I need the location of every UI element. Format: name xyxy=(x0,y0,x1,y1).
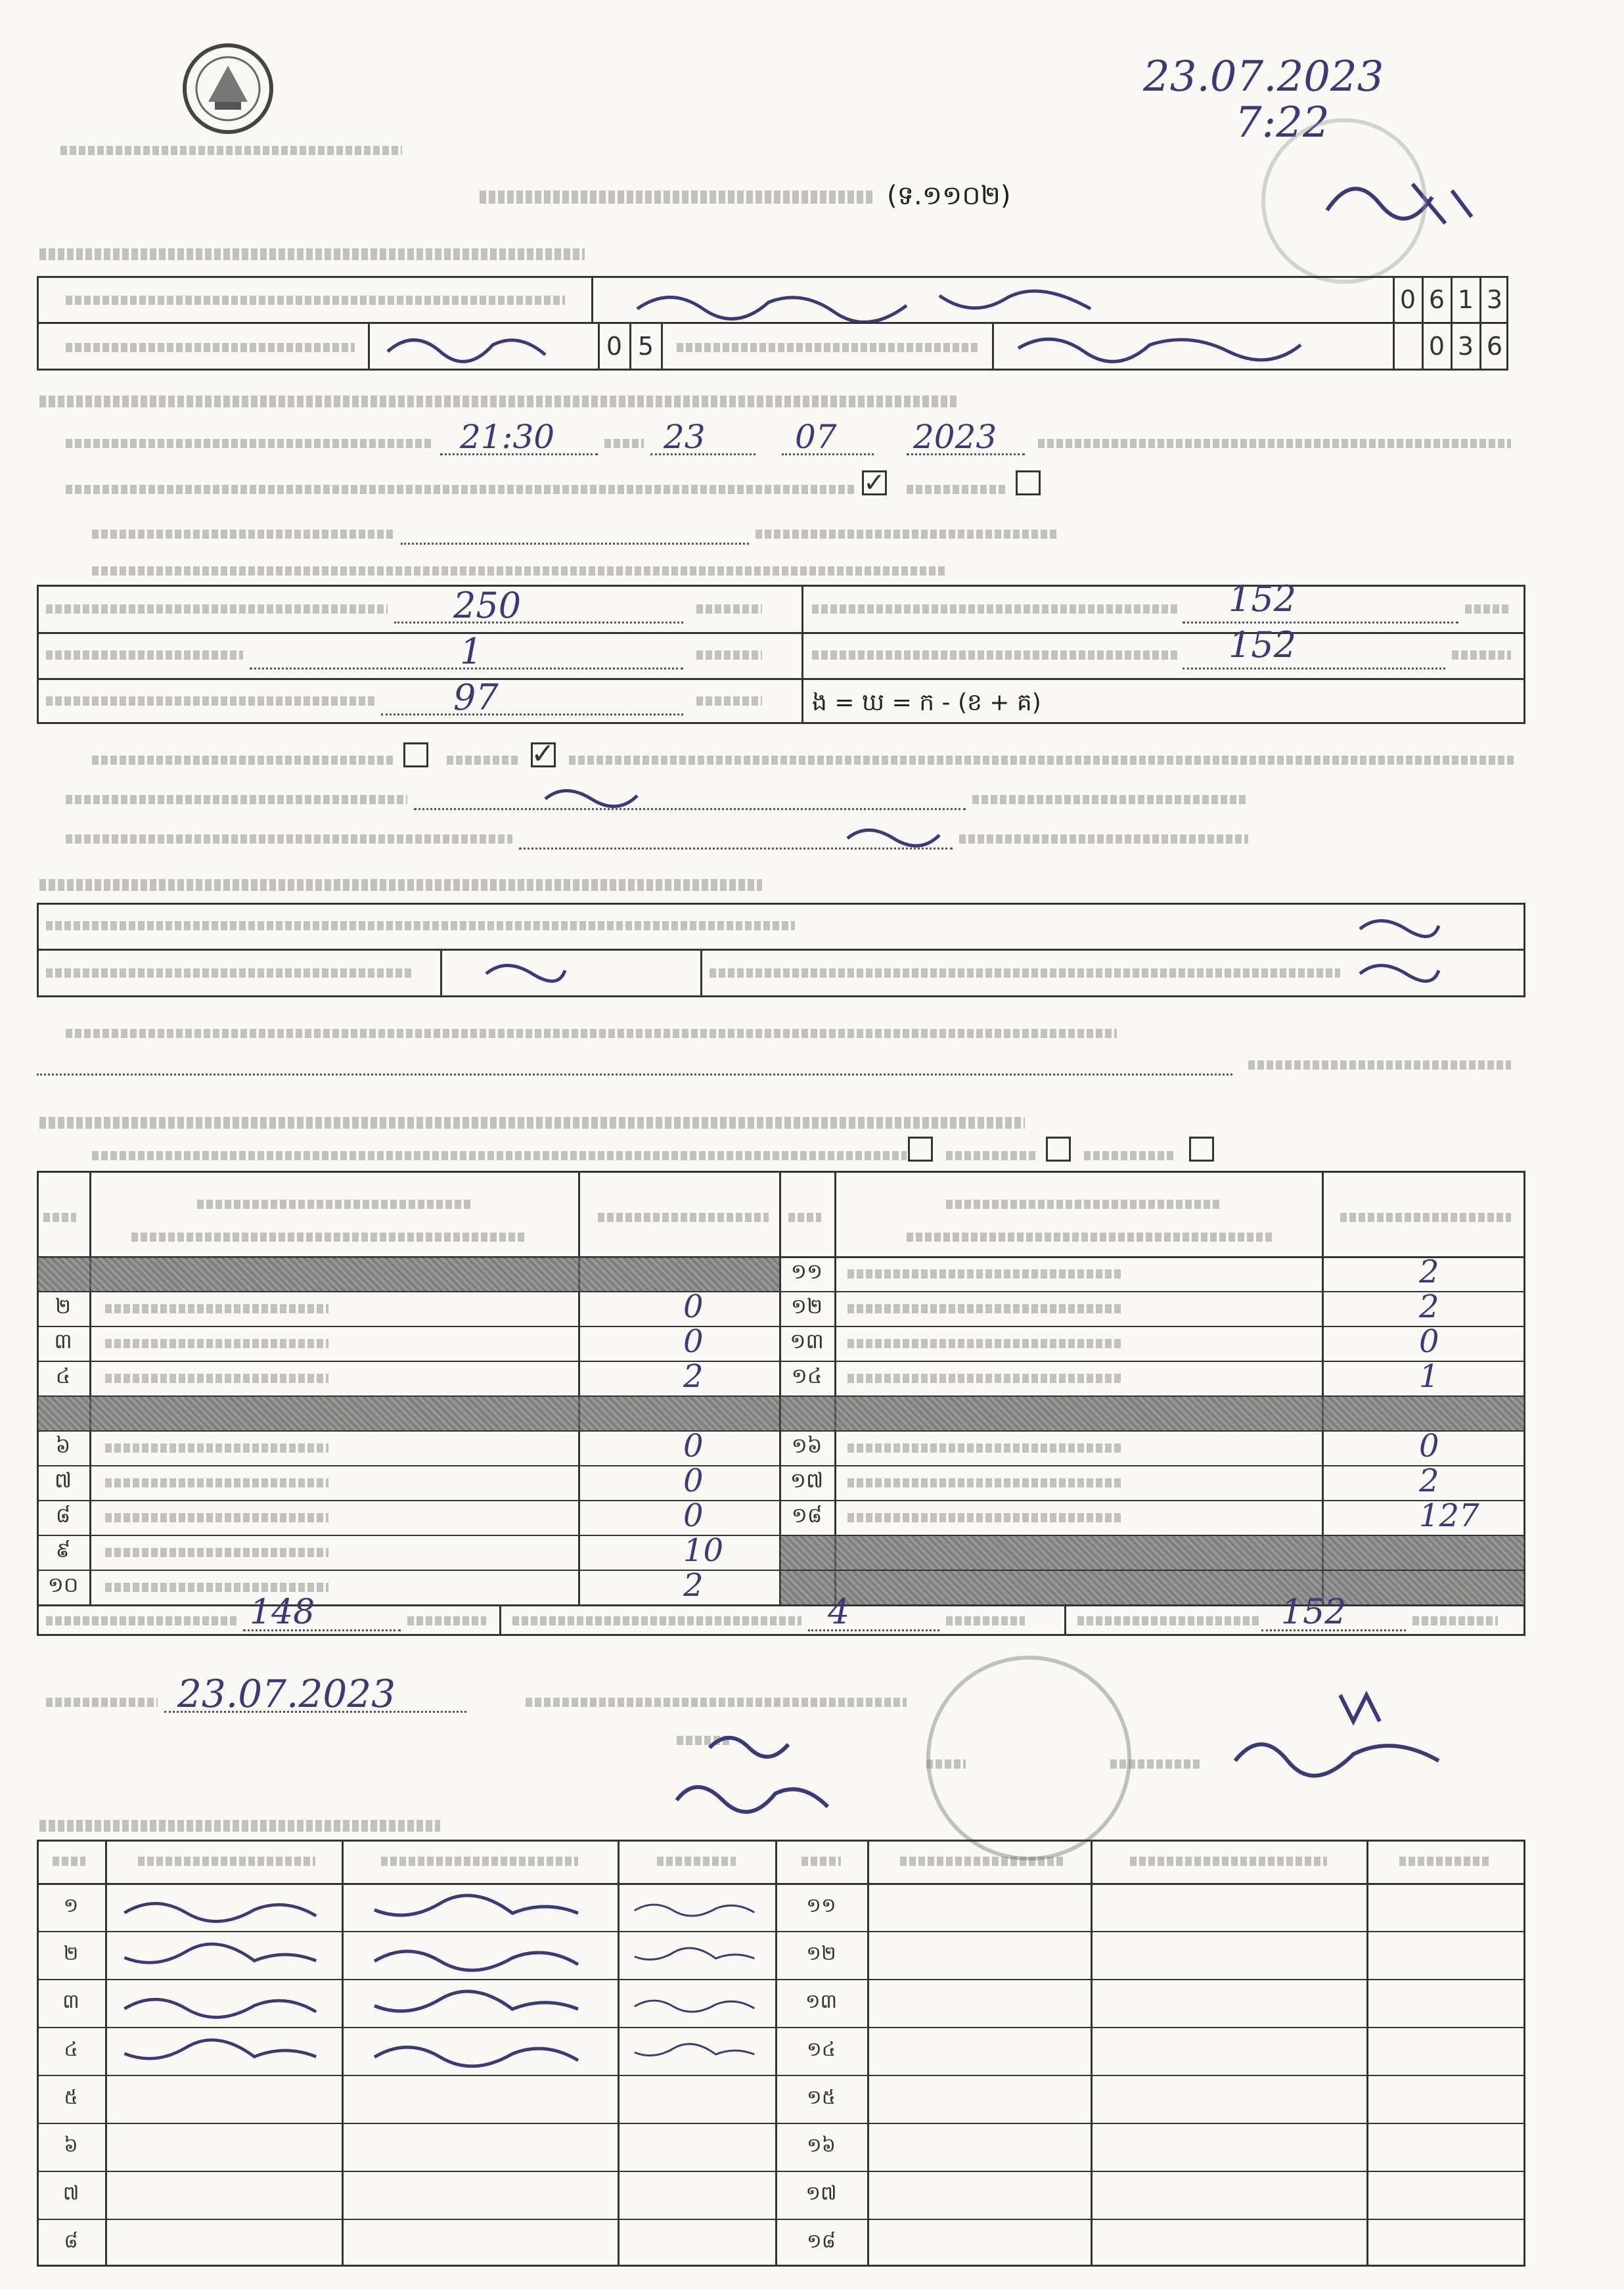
row-number: ២ xyxy=(55,1294,72,1319)
ballots-in-box: 152 xyxy=(1229,624,1297,666)
party-votes: 2 xyxy=(1419,1254,1439,1290)
province-code-digit: 5 xyxy=(637,332,654,361)
witness-row-number: ១៦ xyxy=(807,2133,836,2157)
party-name xyxy=(847,1374,1123,1383)
party-votes: 127 xyxy=(1419,1497,1479,1534)
row-number: ១៨ xyxy=(791,1503,823,1528)
party-votes: 0 xyxy=(683,1462,704,1499)
counting-start-line xyxy=(66,439,434,448)
row-number: ១៤ xyxy=(791,1363,823,1388)
row-number: ៩ xyxy=(55,1537,71,1562)
total-valid-votes: 148 xyxy=(250,1593,315,1632)
party-votes: 0 xyxy=(683,1288,704,1325)
commune-code-digit: 0 xyxy=(1428,332,1445,361)
witness-row-number: ១៣ xyxy=(805,1989,838,2013)
section-5-heading xyxy=(39,1820,440,1832)
station-code-digit: 6 xyxy=(1428,285,1445,314)
witness-row-number: ៦ xyxy=(64,2133,78,2157)
party-votes: 2 xyxy=(1419,1462,1439,1499)
sheet-count-3-checkbox[interactable] xyxy=(1189,1137,1214,1162)
province-label xyxy=(66,343,355,352)
col-header-no xyxy=(43,1213,76,1222)
chair-signature xyxy=(657,1721,854,1836)
witness-row-number: ១២ xyxy=(806,1941,836,1965)
faded-round-stamp xyxy=(1261,118,1427,284)
party-name xyxy=(847,1304,1123,1313)
party-name xyxy=(105,1583,328,1592)
counting-year: 2023 xyxy=(913,418,997,456)
section-1-heading xyxy=(39,248,585,260)
witness-row-number: ២ xyxy=(63,1941,79,1965)
clerk-signature xyxy=(1222,1682,1458,1796)
party-votes: 0 xyxy=(683,1323,704,1360)
party-votes: 2 xyxy=(683,1358,704,1395)
total-in-box-label xyxy=(1077,1616,1261,1625)
witness-party-handwriting xyxy=(355,2031,604,2073)
nec-seal-logo xyxy=(179,39,277,138)
shaded-row xyxy=(38,1258,779,1291)
hand-dash xyxy=(480,954,572,989)
row-number: ៦ xyxy=(55,1433,71,1458)
counting-day: 23 xyxy=(664,418,706,456)
row-number: ៨ xyxy=(55,1503,71,1528)
witness-row-number: ៨ xyxy=(64,2229,78,2253)
ballots-in-box-label xyxy=(812,650,1180,660)
party-name xyxy=(847,1513,1123,1522)
witness-row-number: ៧ xyxy=(62,2181,79,2205)
received-date: 23.07.2023 xyxy=(1143,53,1384,101)
row-number: ៣ xyxy=(54,1328,72,1353)
committee-name xyxy=(60,146,402,155)
witness-row-number: ១៧ xyxy=(805,2181,837,2205)
sheet-count-1-checkbox[interactable] xyxy=(908,1137,933,1162)
party-votes: 0 xyxy=(1419,1428,1439,1464)
hand-dash xyxy=(1353,909,1445,945)
witness-row-number: ១១ xyxy=(806,1893,836,1917)
form-code: (ទ.១១០២) xyxy=(887,181,1011,211)
station-code-digit: 1 xyxy=(1457,285,1474,314)
party-votes: 0 xyxy=(683,1428,704,1464)
total-invalid-label xyxy=(512,1616,801,1625)
shaded-row xyxy=(780,1536,1524,1570)
party-votes: 1 xyxy=(1419,1358,1439,1395)
row-number: ១៣ xyxy=(790,1328,824,1353)
voters-count: 152 xyxy=(1229,578,1297,620)
party-name xyxy=(847,1478,1123,1487)
party-votes: 10 xyxy=(683,1532,724,1569)
hand-dash xyxy=(539,779,644,815)
signing-place-label xyxy=(46,1698,158,1707)
party-votes: 2 xyxy=(1419,1288,1439,1325)
section-2-heading xyxy=(39,396,959,407)
witness-row-number: ១ xyxy=(63,1893,79,1917)
witness-row-number: ១៨ xyxy=(807,2229,836,2253)
party-name xyxy=(105,1304,328,1313)
col-header-votes xyxy=(598,1213,769,1222)
shaded-row xyxy=(780,1571,1524,1604)
witness-name-handwriting xyxy=(118,1935,328,1977)
witness-name-handwriting xyxy=(118,1887,328,1929)
spoiled-label xyxy=(46,650,243,660)
party-name xyxy=(847,1443,1123,1453)
commune-label xyxy=(677,343,979,352)
witness-name-handwriting xyxy=(118,1983,328,2025)
committee-label xyxy=(526,1698,907,1707)
party-name xyxy=(847,1339,1123,1348)
station-code-digit: 0 xyxy=(1399,285,1416,314)
counting-month: 07 xyxy=(795,418,837,456)
signing-date: 23.07.2023 xyxy=(177,1671,396,1716)
party-name xyxy=(105,1339,328,1348)
col-header-votes xyxy=(1340,1213,1511,1222)
total-invalid-ballots: 4 xyxy=(828,1593,850,1632)
hand-dash xyxy=(841,819,946,854)
section-3-heading xyxy=(39,879,762,891)
unused-label xyxy=(46,696,374,706)
sheet-count-2-checkbox[interactable] xyxy=(1046,1137,1071,1162)
handwritten-commune-name xyxy=(1012,325,1314,367)
witness-row-number: ១៥ xyxy=(807,2085,836,2109)
party-name xyxy=(105,1548,328,1557)
witness-row-number: ១៤ xyxy=(807,2037,836,2061)
row-number: ១២ xyxy=(790,1294,823,1319)
witness-name-handwriting xyxy=(118,2031,328,2073)
station-label xyxy=(66,296,565,305)
commune-code-digit: 6 xyxy=(1486,332,1503,361)
row-number: ៧ xyxy=(54,1468,72,1493)
handwritten-station-name xyxy=(631,283,1130,325)
witness-signature xyxy=(631,1887,762,1929)
row-number: ១១ xyxy=(790,1259,823,1284)
witness-signature xyxy=(631,2031,762,2073)
party-name xyxy=(105,1513,328,1522)
witness-signature xyxy=(631,1983,762,2025)
voters-label xyxy=(812,604,1180,614)
station-code-digit: 3 xyxy=(1486,285,1503,314)
party-name xyxy=(105,1478,328,1487)
witness-row-number: ៣ xyxy=(62,1989,79,2013)
ballots-spoiled: 1 xyxy=(460,631,483,672)
seal-broken-checkbox[interactable] xyxy=(1016,470,1041,495)
discrepancy-yes-checkbox[interactable] xyxy=(403,742,428,767)
row-number: ៤ xyxy=(55,1363,71,1388)
received-time: 7:22 xyxy=(1235,99,1330,147)
party-name xyxy=(105,1443,328,1453)
row-number: ១៦ xyxy=(791,1433,823,1458)
col-header-no xyxy=(788,1213,821,1222)
total-ballots-in-box: 152 xyxy=(1281,1593,1347,1632)
row-number: ១៧ xyxy=(790,1468,824,1493)
party-name xyxy=(105,1374,328,1383)
ballots-unused: 97 xyxy=(453,677,499,718)
col-header-party xyxy=(946,1200,1222,1209)
ballots-received: 250 xyxy=(453,585,522,626)
form-title xyxy=(480,191,874,204)
witness-party-handwriting xyxy=(355,1887,604,1929)
witness-signature xyxy=(631,1935,762,1977)
committee-round-stamp xyxy=(926,1656,1131,1861)
total-valid-label xyxy=(46,1616,237,1625)
party-votes: 2 xyxy=(683,1567,704,1604)
witness-row-number: ៥ xyxy=(64,2085,78,2109)
shaded-row xyxy=(38,1397,779,1430)
shaded-row xyxy=(780,1397,1524,1430)
province-code-digit: 0 xyxy=(606,332,623,361)
section-4-heading xyxy=(39,1117,1025,1129)
received-label xyxy=(46,604,388,614)
party-votes: 0 xyxy=(683,1497,704,1534)
hand-dash xyxy=(1353,954,1445,989)
party-votes: 0 xyxy=(1419,1323,1439,1360)
check-mark: ✓ xyxy=(863,468,886,498)
counting-time: 21:30 xyxy=(460,418,555,456)
handwritten-province-name xyxy=(381,325,578,367)
check-mark: ✓ xyxy=(531,737,555,771)
witness-party-handwriting xyxy=(355,1935,604,1977)
witness-party-handwriting xyxy=(355,1983,604,2025)
commune-code-digit: 3 xyxy=(1457,332,1474,361)
row-number: ១០ xyxy=(47,1572,79,1597)
witness-row-number: ៤ xyxy=(64,2037,78,2061)
party-name xyxy=(847,1269,1123,1279)
ballot-formula: ង = ឃ = ក - (ខ + គ) xyxy=(812,689,1041,716)
col-header-party xyxy=(197,1200,473,1209)
